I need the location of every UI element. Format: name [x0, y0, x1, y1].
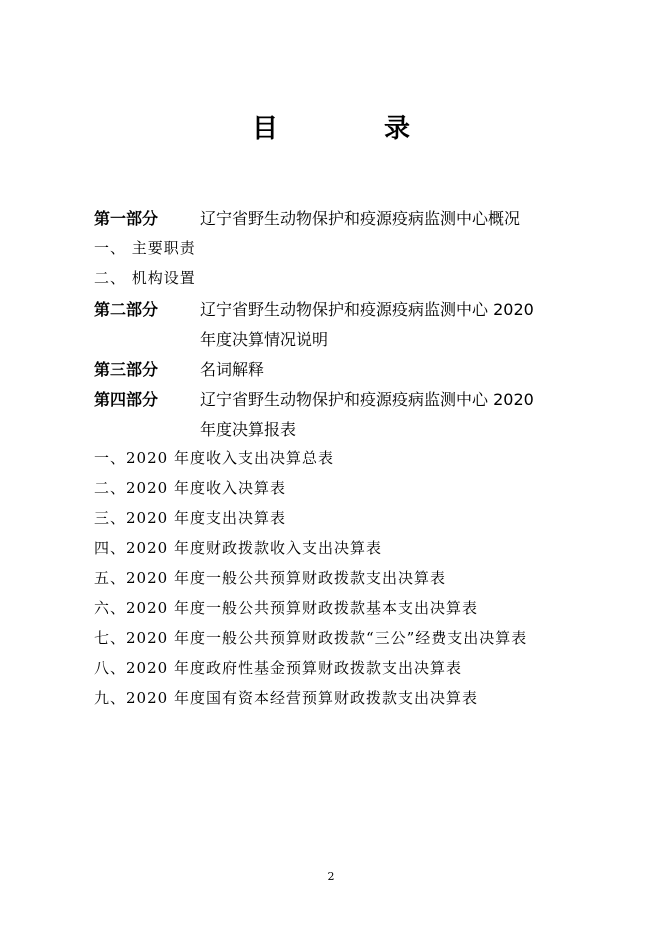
toc-table-item: 六、2020 年度一般公共预算财政拨款基本支出决算表: [94, 599, 478, 617]
toc-item: 二、 机构设置: [94, 269, 196, 287]
toc-item: 一、 主要职责: [94, 239, 196, 257]
toc-table-item: 八、2020 年度政府性基金预算财政拨款支出决算表: [94, 659, 462, 677]
toc-table-item: 七、2020 年度一般公共预算财政拨款“三公”经费支出决算表: [94, 629, 528, 647]
part-title: 辽宁省野生动物保护和疫源疫病监测中心概况: [200, 209, 521, 228]
toc-part-4: [94, 387, 534, 410]
toc-part-1: [94, 206, 520, 229]
toc-table-item: 一、2020 年度收入支出决算总表: [94, 449, 334, 467]
toc-table-item: 三、2020 年度支出决算表: [94, 509, 286, 527]
toc-part-2: [94, 297, 534, 320]
part-title-continuation: 年度决算情况说明: [200, 330, 329, 349]
toc-part-3: [94, 357, 264, 380]
page-title: 目 录: [251, 114, 450, 144]
toc-table-item: 九、2020 年度国有资本经营预算财政拨款支出决算表: [94, 689, 478, 707]
part-label: 第一部分: [94, 209, 159, 228]
part-title: 名词解释: [200, 360, 265, 379]
page-number: 2: [327, 870, 335, 883]
part-label: 第二部分: [94, 300, 159, 319]
part-label: 第四部分: [94, 390, 159, 409]
toc-table-item: 四、2020 年度财政拨款收入支出决算表: [94, 539, 382, 557]
part-title: 辽宁省野生动物保护和疫源疫病监测中心 2020: [200, 390, 534, 409]
part-label: 第三部分: [94, 360, 159, 379]
toc-table-item: 五、2020 年度一般公共预算财政拨款支出决算表: [94, 569, 446, 587]
toc-table-item: 二、2020 年度收入决算表: [94, 479, 286, 497]
part-title-continuation: 年度决算报表: [200, 420, 297, 439]
part-title: 辽宁省野生动物保护和疫源疫病监测中心 2020: [200, 300, 534, 319]
